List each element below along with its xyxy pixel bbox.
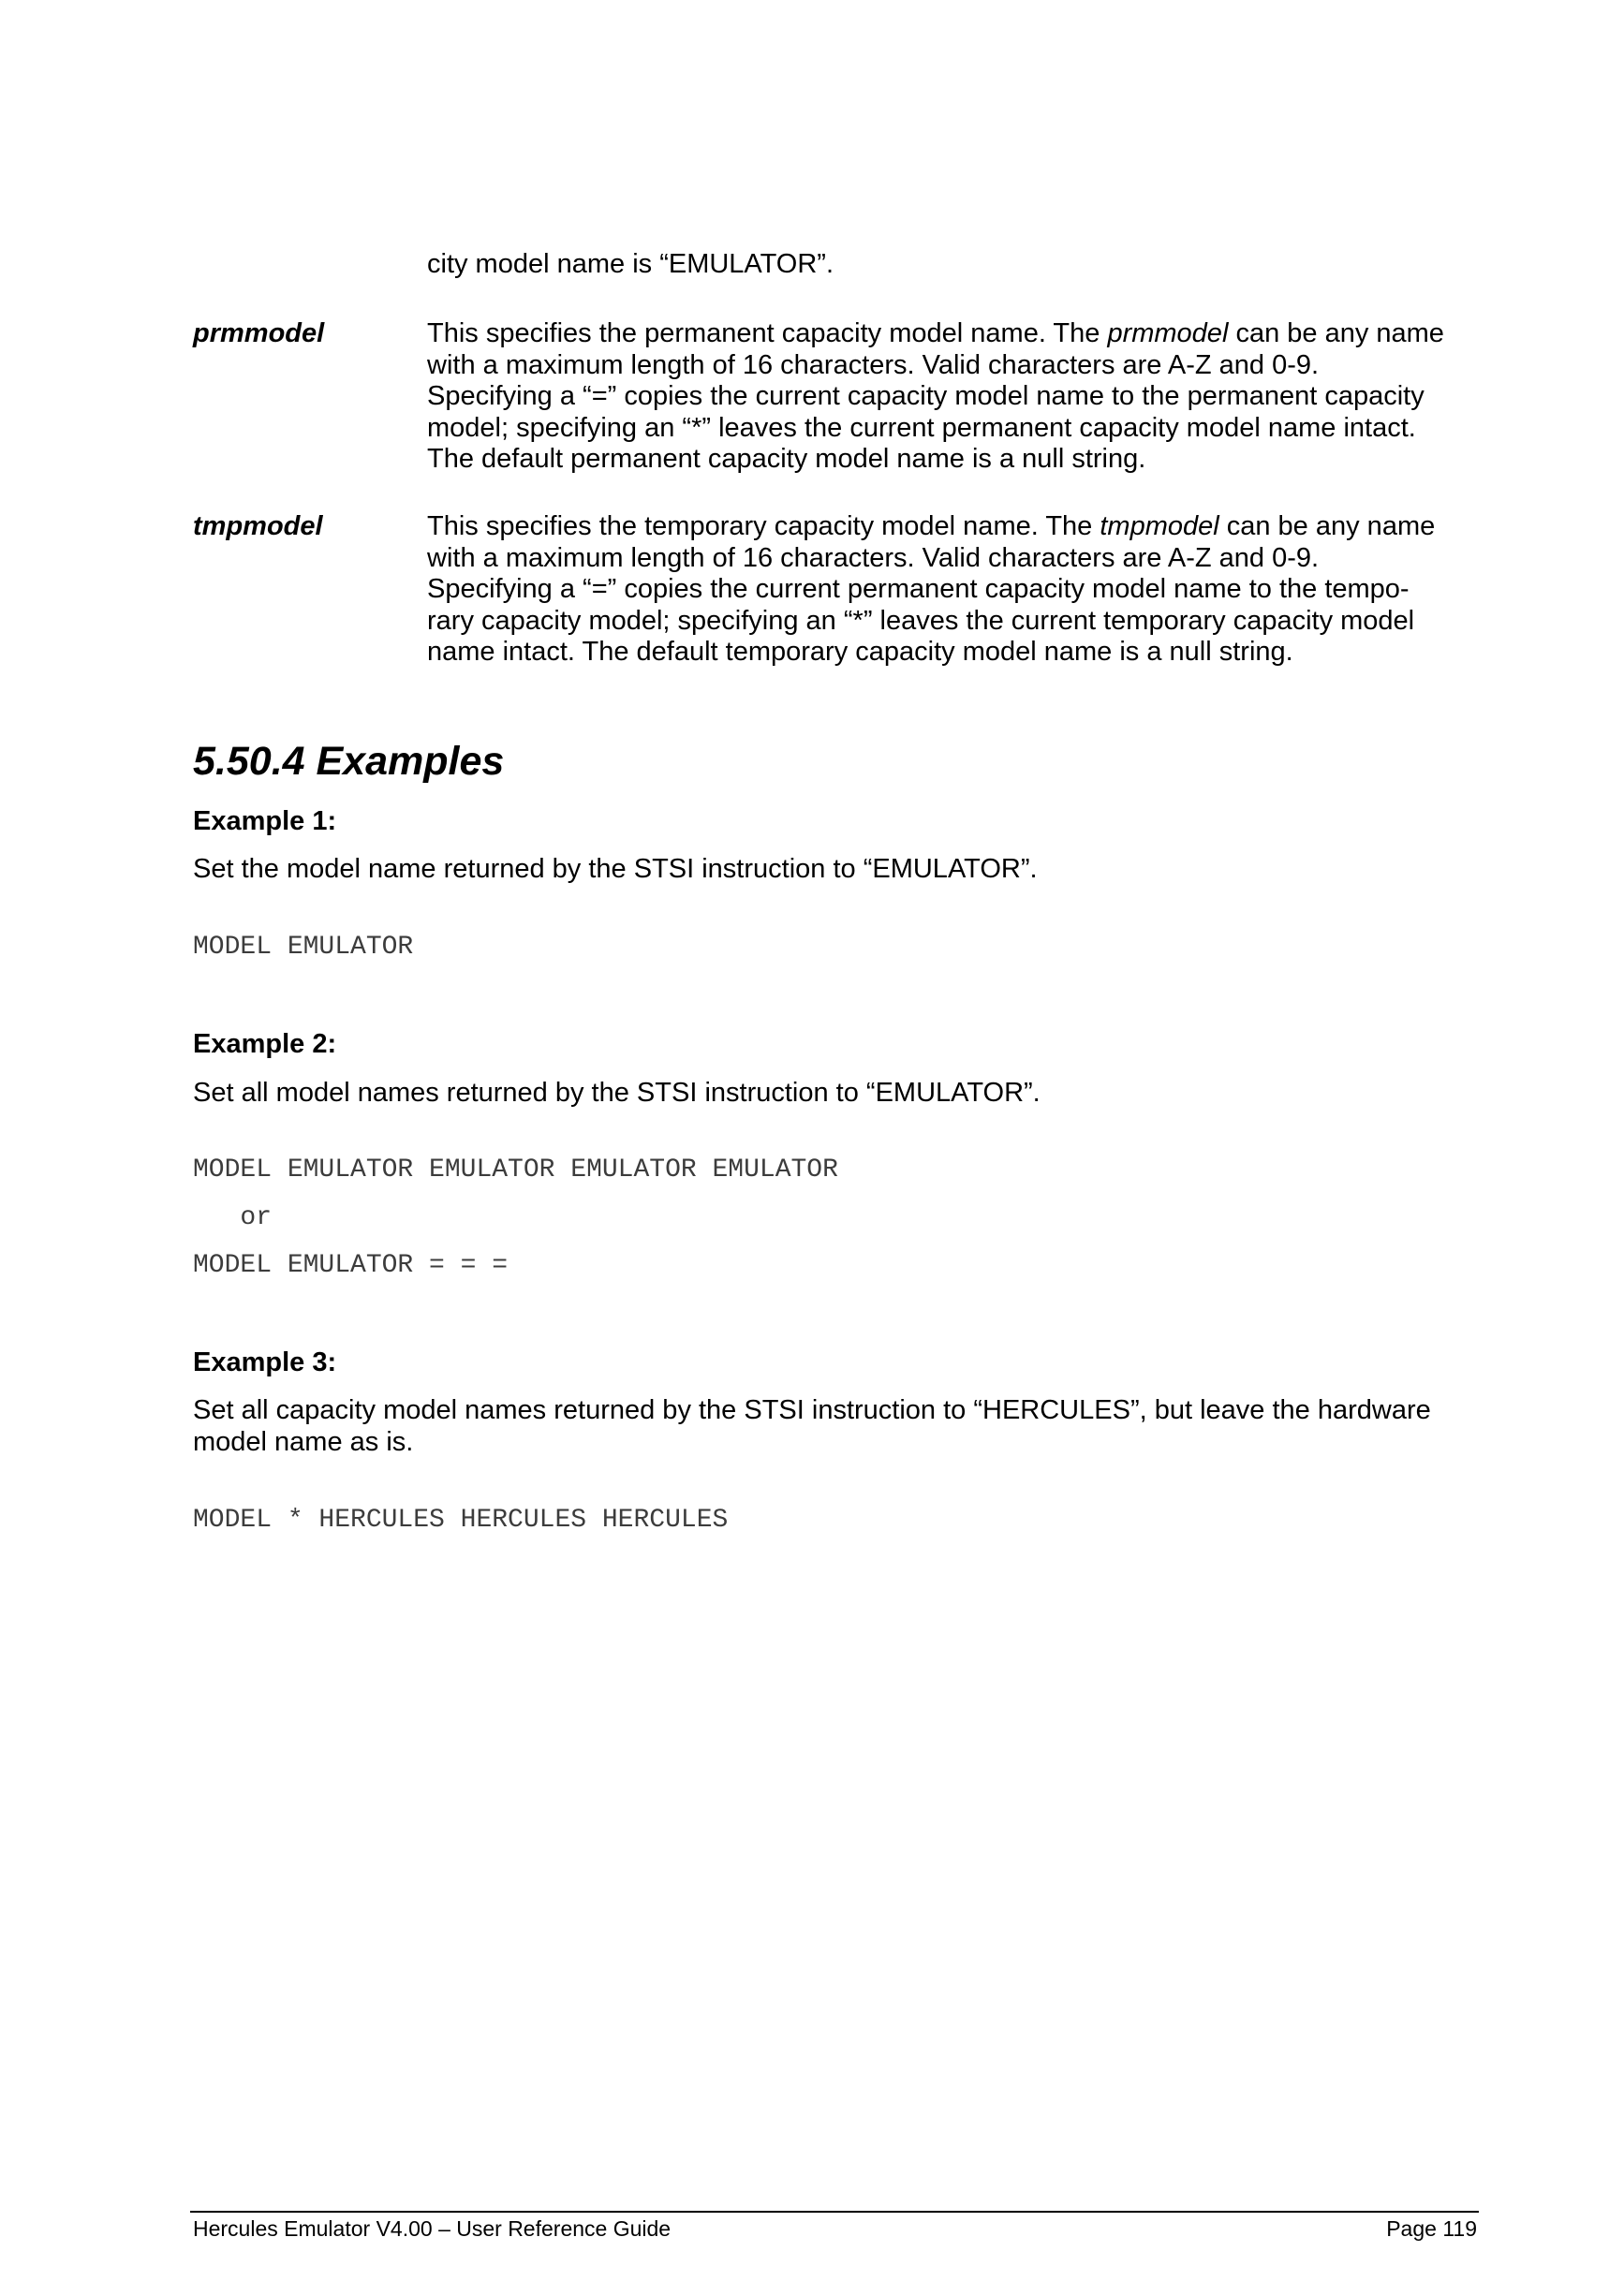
code-line: or — [193, 1203, 273, 1232]
code-line: MODEL * HERCULES HERCULES HERCULES — [193, 1506, 729, 1535]
param-desc-text: can be any name with a maximum length of 16 characters. Valid characters are A-Z and 0-9. Specifying a “=” copies the current permanent capacity model name to the tempo-rary capacity model; specifying an “*” leaves the current temporary capacity model name intact. The default temporary capacity model name is a null string. — [427, 511, 1436, 667]
param-desc-prmmodel — [427, 318, 1448, 476]
example-label: Example 2: — [193, 1029, 337, 1059]
param-desc-text: can be any name with a maximum length of 16 characters. Valid characters are A-Z and 0-9. Specifying a “=” copies the current capacity model name to the permanent capacity model; specifying an “*” leaves the current permanent capacity model name intact. The default permanent capacity model name is a null string. — [427, 318, 1444, 474]
example-text: Set the model name returned by the STSI instruction to “EMULATOR”. — [193, 854, 1038, 884]
footer-title: Hercules Emulator V4.00 – User Reference Guide — [193, 2216, 672, 2241]
param-desc-text: This specifies the temporary capacity model name. The — [427, 511, 1100, 541]
code-line: MODEL EMULATOR = = = — [193, 1251, 509, 1280]
example-label: Example 3: — [193, 1347, 337, 1377]
param-term-tmpmodel: tmpmodel — [193, 511, 323, 541]
section-heading: 5.50.4 Examples — [193, 739, 505, 784]
code-line: MODEL EMULATOR — [193, 933, 414, 962]
page-number: Page 119 — [1386, 2216, 1477, 2241]
param-desc-tmpmodel — [427, 511, 1448, 669]
footer-rule — [190, 2211, 1479, 2213]
example-label: Example 1: — [193, 806, 337, 836]
example-text: Set all capacity model names returned by the STSI instruction to “HERCULES”, but leave the hardware model name as is. — [193, 1395, 1431, 1457]
param-term-prmmodel: prmmodel — [193, 318, 325, 348]
continuation-text: city model name is “EMULATOR”. — [427, 249, 834, 279]
param-desc-emphasis: prmmodel — [1107, 318, 1229, 348]
example-text: Set all model names returned by the STSI instruction to “EMULATOR”. — [193, 1078, 1041, 1108]
code-line: MODEL EMULATOR EMULATOR EMULATOR EMULATOR — [193, 1155, 838, 1185]
param-desc-text: This specifies the permanent capacity model name. The — [427, 318, 1108, 348]
param-desc-emphasis: tmpmodel — [1100, 511, 1219, 541]
